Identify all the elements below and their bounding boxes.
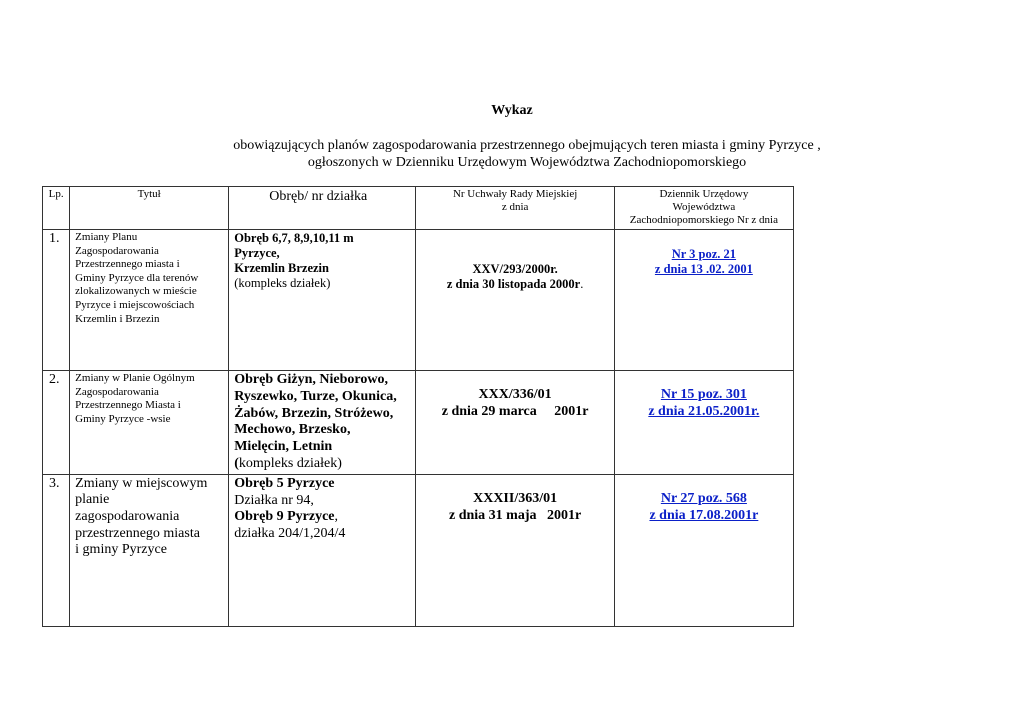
row-dziennik xyxy=(614,474,793,626)
obreb-line: (kompleks działek) xyxy=(234,276,331,290)
table-header-row xyxy=(43,187,794,230)
uchwala-number: XXX/336/01 xyxy=(478,387,552,402)
dziennik-link-number[interactable]: Nr 3 poz. 21 xyxy=(671,247,737,261)
uchwala-number: XXV/293/2000r. xyxy=(472,262,558,276)
row-dziennik xyxy=(614,230,793,371)
tytul-line: Gminy Pyrzyce dla terenów xyxy=(75,271,199,284)
row-tytul xyxy=(70,230,229,371)
table-row xyxy=(43,230,794,371)
obreb-line: Krzemlin Brzezin xyxy=(234,261,329,275)
tytul-line: Przestrzennego miasta i xyxy=(75,258,180,271)
row-lp: 1. xyxy=(43,230,70,371)
subtitle xyxy=(0,137,1024,171)
obreb-line: Obręb Giżyn, Nieborowo, xyxy=(234,372,388,387)
obreb-line: Mielęcin, Letnin xyxy=(234,439,333,455)
tytul-line: przestrzennego miasta xyxy=(75,525,200,541)
dziennik-link-date[interactable]: z dnia 13 .02. 2001 xyxy=(654,262,753,276)
uchwala-number: XXXII/363/01 xyxy=(473,490,558,506)
row-uchwala xyxy=(416,474,614,626)
tytul-line: Pyrzyce i miejscowościach xyxy=(75,298,195,311)
tytul-line: Przestrzennego Miasta i xyxy=(75,399,181,412)
obreb-line: działka 204/1,204/4 xyxy=(234,526,346,542)
dziennik-link-date[interactable]: z dnia 17.08.2001r xyxy=(649,507,759,523)
row-obreb xyxy=(229,230,416,371)
header-dziennik xyxy=(614,187,793,230)
table-row xyxy=(43,474,794,626)
header-uchwala-line-2: z dnia xyxy=(501,201,529,213)
obreb-comma: , xyxy=(334,509,339,525)
header-uchwala xyxy=(416,187,614,230)
tytul-line: zlokalizowanych w mieście xyxy=(75,285,197,298)
dziennik-link-number[interactable]: Nr 15 poz. 301 xyxy=(660,387,747,402)
tytul-line: Zagospodarowania xyxy=(75,244,159,257)
tytul-line: zagospodarowania xyxy=(75,508,180,524)
dziennik-link-date[interactable]: z dnia 21.05.2001r. xyxy=(648,403,760,419)
tytul-line: Zagospodarowania xyxy=(75,385,159,398)
tytul-line: planie xyxy=(75,492,110,508)
obreb-line: Żabów, Brzezin, Stróżewo, xyxy=(234,405,394,421)
obreb-line: Mechowo, Brzesko, xyxy=(234,422,351,438)
uchwala-date: z dnia 31 maja 2001r xyxy=(449,507,582,523)
plans-table xyxy=(42,186,794,627)
tytul-line: Zmiany Planu xyxy=(75,231,138,243)
uchwala-date: z dnia 29 marca 2001r xyxy=(441,403,589,419)
header-dziennik-line-1: Dziennik Urzędowy xyxy=(659,188,749,200)
row-dziennik xyxy=(614,371,793,475)
subtitle-line-1: obowiązujących planów zagospodarowania przestrzennego obejmujących teren miasta i gminy Pyrzyce , xyxy=(233,138,821,153)
header-dziennik-line-3: Zachodniopomorskiego Nr z dnia xyxy=(629,214,778,226)
header-tytul: Tytuł xyxy=(70,187,229,230)
header-lp: Lp. xyxy=(43,187,70,230)
obreb-line xyxy=(234,456,410,473)
dziennik-link-number[interactable]: Nr 27 poz. 568 xyxy=(660,490,747,506)
tytul-line: Krzemlin i Brzezin xyxy=(75,312,160,325)
uchwala-date xyxy=(421,277,608,292)
header-uchwala-line-1: Nr Uchwały Rady Miejskiej xyxy=(452,188,578,200)
tytul-line: Zmiany w miejscowym xyxy=(75,475,208,491)
uchwala-date-end: . xyxy=(580,277,584,291)
obreb-last-text: kompleks działek) xyxy=(238,455,342,471)
table-row xyxy=(43,371,794,475)
tytul-line: i gminy Pyrzyce xyxy=(75,542,167,558)
row-obreb xyxy=(229,474,416,626)
row-uchwala xyxy=(416,371,614,475)
row-lp: 3. xyxy=(43,474,70,626)
obreb-line: Obręb 6,7, 8,9,10,11 m xyxy=(234,231,354,245)
page-title: Wykaz xyxy=(491,103,533,118)
row-lp: 2. xyxy=(43,371,70,475)
obreb-paren: ( xyxy=(234,455,239,471)
obreb-line: Pyrzyce, xyxy=(234,246,280,260)
obreb-bold-text: Obręb 9 Pyrzyce xyxy=(234,509,335,525)
tytul-line: Gminy Pyrzyce -wsie xyxy=(75,412,171,425)
row-tytul xyxy=(70,371,229,475)
obreb-line: Ryszewko, Turze, Okunica, xyxy=(234,388,397,404)
subtitle-line-2: ogłoszonych w Dzienniku Urzędowym Województwa Zachodniopomorskiego xyxy=(307,155,747,170)
row-tytul xyxy=(70,474,229,626)
obreb-line xyxy=(234,509,410,526)
row-obreb xyxy=(229,371,416,475)
tytul-line: Zmiany w Planie Ogólnym xyxy=(75,372,195,384)
obreb-line: Działka nr 94, xyxy=(234,492,314,508)
header-obreb: Obręb/ nr działka xyxy=(229,187,416,230)
header-dziennik-line-2: Województwa xyxy=(672,201,736,213)
row-uchwala xyxy=(416,230,614,371)
uchwala-date-text: z dnia 30 listopada 2000r xyxy=(446,277,581,291)
obreb-line: Obręb 5 Pyrzyce xyxy=(234,475,335,491)
